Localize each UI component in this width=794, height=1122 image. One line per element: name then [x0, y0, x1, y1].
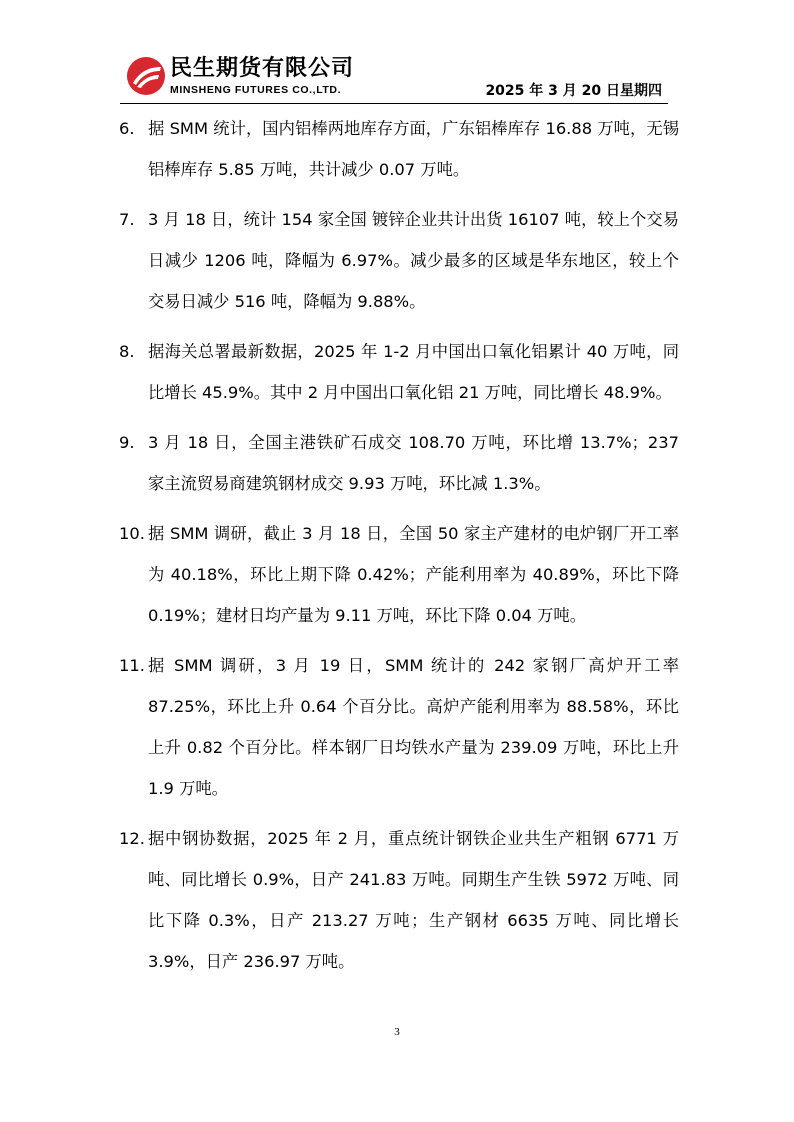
company-name-cn: 民生期货有限公司 — [170, 56, 355, 81]
news-item-9 — [119, 422, 679, 504]
news-item-12 — [119, 818, 679, 982]
page-header — [120, 52, 668, 104]
company-name-en: MINSHENG FUTURES CO.,LTD. — [170, 84, 342, 96]
news-item-10 — [119, 513, 679, 636]
page-number: 3 — [394, 1026, 400, 1038]
item-number: 8. — [119, 342, 135, 361]
item-number: 12. — [119, 829, 145, 848]
item-number: 11. — [119, 656, 145, 675]
item-text: 据 SMM 调研，3 月 19 日，SMM 统计的 242 家钢厂高炉开工率 87.25%，环比上升 0.64 个百分比。高炉产能利用率为 88.58%，环比上升 0.82 个百分比。样本钢厂日均铁水产量为 239.09 万吨，环比上升 1.9 万吨。 — [148, 656, 679, 798]
item-number: 7. — [119, 210, 135, 229]
item-text: 据 SMM 调研，截止 3 月 18 日，全国 50 家主产建材的电炉钢厂开工率为 40.18%，环比上期下降 0.42%；产能利用率为 40.89%，环比下降 0.19%；建材日均产量为 9.11 万吨，环比下降 0.04 万吨。 — [148, 524, 679, 625]
news-item-7 — [119, 199, 679, 322]
item-text: 据 SMM 统计，国内铝棒两地库存方面，广东铝棒库存 16.88 万吨，无锡铝棒库存 5.85 万吨，共计减少 0.07 万吨。 — [148, 119, 679, 179]
item-text: 3 月 18 日，统计 154 家全国 镀锌企业共计出货 16107 吨，较上个交易日减少 1206 吨，降幅为 6.97%。减少最多的区域是华东地区，较上个交易日减少 516 吨，降幅为 9.88%。 — [148, 210, 679, 311]
item-number: 9. — [119, 433, 135, 452]
report-date: 2025 年 3 月 20 日星期四 — [485, 83, 662, 99]
minsheng-logo-icon — [126, 56, 166, 96]
item-text: 据海关总署最新数据，2025 年 1-2 月中国出口氧化铝累计 40 万吨，同比增长 45.9%。其中 2 月中国出口氧化铝 21 万吨，同比增长 48.9%。 — [148, 342, 679, 402]
item-text: 据中钢协数据，2025 年 2 月，重点统计钢铁企业共生产粗钢 6771 万吨、同比增长 0.9%，日产 241.83 万吨。同期生产生铁 5972 万吨、同比下降 0.3%，日产 213.27 万吨；生产钢材 6635 万吨、同比增长 3.9%，日产 236.97 万吨。 — [148, 829, 679, 971]
item-number: 6. — [119, 119, 135, 138]
item-number: 10. — [119, 524, 145, 543]
header-divider — [120, 103, 668, 104]
news-item-8 — [119, 331, 679, 413]
item-text: 3 月 18 日，全国主港铁矿石成交 108.70 万吨，环比增 13.7%；237 家主流贸易商建筑钢材成交 9.93 万吨，环比减 1.3%。 — [148, 433, 679, 493]
news-list — [119, 108, 679, 991]
news-item-6 — [119, 108, 679, 190]
news-item-11 — [119, 645, 679, 809]
